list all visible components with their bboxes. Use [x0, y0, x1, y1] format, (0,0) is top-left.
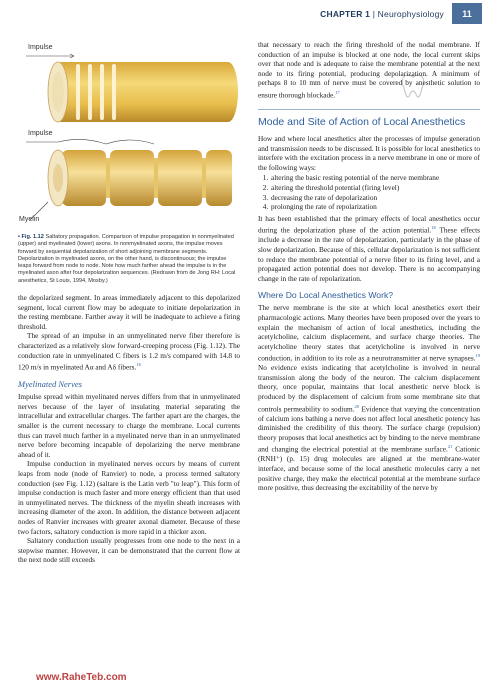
- paragraph: [258, 303, 480, 493]
- label-impulse-top: Impulse: [28, 44, 53, 51]
- caption-text: Saltatory propagation. Comparison of impulse propagation in nonmyelinated (upper) and myelinated (lower) axons. In nonmyelinated axons, the impulse moves forward by sequential depolarization of short adjoining membrane segments. Depolarization in myelinated axons, on the other hand, is discontinuous; the impulse leaps forward from node to node. Note how much farther ahead the impulse is in the myelinated axon after four depolarization sequences. (Redrawn from de Jong RH: Local anesthetics, St Louis, 1994, Mosby.): [18, 234, 236, 284]
- paragraph: [258, 40, 480, 100]
- chapter-title: Neurophysiology: [377, 9, 444, 19]
- paragraph: Impulse conduction in myelinated nerves occurs by means of current leaps from node (node of Ranvier) to node, a process termed saltatory conduction (see Fig. 1.12) (saltare is the Latin verb "to leap"). This form of impulse conduction is much faster and more energy efficient than that used in unmyelinated nerves. The thickness of the myelin sheath increases with increasing diameter of the axon. In addition, the distance between adjacent nodes of Ranvier increases with greater axonal diameter. Because of these two factors, saltatory conduction is more rapid in a thicker axon.: [18, 459, 240, 536]
- reference-number: 18: [431, 225, 436, 231]
- paragraph-text: No evidence exists indicating that acetylcholine is involved in neural transmission along the body of the neuron. The calcium displacement theory, once popular, maintains that local anesthetic nerve block is produced by the displacement of calcium from some membrane site that controls permeability to sodium.: [258, 363, 480, 414]
- paragraph: Impulse spread within myelinated nerves differs from that in unmyelinated nerves because of the layer of insulating material separating the intracellular and extracellular charges. The farther apart are the charges, the smaller is the current necessary to charge the membrane. Local currents thus can travel much farther in a myelinated nerve than in an unmyelinated nerve before becoming incapable of depolarizing the nerve membrane ahead of it.: [18, 392, 240, 459]
- myelinated-axon: [26, 139, 232, 220]
- subheading-myelinated-nerves: Myelinated Nerves: [18, 379, 82, 390]
- paragraph-text: that necessary to reach the firing threshold of the nodal membrane. If conduction of an impulse is blocked at one node, the local current skips over that node and is adequate to raise the membrane potential at the next node to its firing potential, producing depolarization. A minimum of perhaps 8 to 10 mm of nerve must be covered by anesthetic solution to ensure thorough blockade.: [258, 40, 480, 100]
- paragraph-text: Cationic (RNH⁺) (p. 15) drug molecules are aligned at the membrane-water interface, and because some of the local anesthetic molecules carry a net positive charge, they make the electrical potential at the membrane surface more positive, thus decreasing the excitability of the nerve by: [258, 444, 480, 493]
- reference-number: 16: [136, 362, 141, 368]
- paragraph: [258, 214, 480, 284]
- label-myelin: Myelin: [19, 216, 40, 223]
- right-column: [258, 40, 480, 493]
- watermark-text: www.RaheTeb.com: [36, 672, 127, 683]
- paragraph-text: The spread of an impulse in an unmyelinated nerve fiber therefore is characterized as a relatively slow forward-creeping process (Fig. 1.12). The conduction rate in unmyelinated C fibers is 1.2 m/s compared with 14.8 to 120 m/s in myelinated Aα and Aδ fibers.: [18, 331, 240, 372]
- list-item: 4. prolonging the rate of repolarization: [270, 202, 480, 212]
- figure-caption: [18, 234, 240, 285]
- reference-number: 20: [354, 403, 360, 409]
- paragraph-text: Evidence that varying the concentration of calcium ions bathing a nerve does not affect local anesthetic potency has diminished the credibility of this theory. The surface charge (repulsion) theory proposes that local anesthetics act by binding to the nerve membrane and changing the electrical potential at the membrane surface.: [258, 404, 480, 454]
- running-header: [0, 0, 500, 24]
- paragraph: Saltatory conduction usually progresses from one node to the next in a stepwise manner. However, it can be demonstrated that the current flow at the next node still exceeds: [18, 536, 240, 565]
- list-item: 2. altering the threshold potential (firing level): [270, 183, 480, 193]
- axon-illustration: [18, 40, 240, 230]
- paragraph-text: These effects include a decrease in the rate of depolarization, particularly in the phase of slow depolarization. Because of this, cellular depolarization is not sufficient to reduce the membrane potential of a nerve fiber to its firing level, and a propagated action potential does not develop. There is no accompanying change in the rate of repolarization.: [258, 225, 481, 283]
- caption-title: • Fig. 1.12: [18, 234, 44, 240]
- figure-saltatory-propagation: [18, 40, 240, 230]
- paragraph-text: It has been established that the primary effects of local anesthetics occur during the depolarization phase of the action potential.: [258, 213, 480, 235]
- unmyelinated-axon: [26, 54, 238, 122]
- reference-number: 19: [475, 353, 480, 359]
- left-column: [18, 40, 240, 565]
- paragraph: How and where local anesthetics alter the processes of impulse generation and transmission needs to be discussed. It is possible for local anesthetics to interfere with the excitation process in a nerve membrane in one or more of the following ways:: [258, 133, 480, 172]
- section-heading-mode-site: Mode and Site of Action of Local Anesthetics: [258, 109, 480, 129]
- paragraph: [18, 331, 240, 372]
- page-number: 11: [452, 3, 482, 24]
- mechanism-list: [258, 173, 480, 211]
- chapter-label: CHAPTER 1: [320, 9, 371, 19]
- list-item: 3. decreasing the rate of depolarization: [270, 193, 480, 203]
- chapter-separator: |: [372, 9, 378, 19]
- section-heading-where: Where Do Local Anesthetics Work?: [258, 290, 394, 301]
- myelin-segments: [62, 150, 232, 206]
- label-impulse-bottom: Impulse: [28, 130, 53, 137]
- chapter-heading: [320, 9, 444, 19]
- list-item: 1. altering the basic resting potential of the nerve membrane: [270, 173, 480, 183]
- paragraph: the depolarized segment. In areas immediately adjacent to this depolarized segment, local current flow may be adequate to initiate depolarization in the resting membrane. Farther away it will be inadequate to achieve a firing threshold.: [18, 293, 240, 331]
- paragraph-text: The nerve membrane is the site at which local anesthetics exert their pharmacologic actions. Many theories have been proposed over the years to explain the mechanism of action of local anesthetics, including the acetylcholine, calcium displacement, and surface charge theories. The acetylcholine theory states that acetylcholine is involved in nerve conduction, in addition to its role as a neurotransmitter at nerve synapses.: [258, 303, 480, 363]
- reference-number: 21: [447, 444, 453, 450]
- reference-number: 17: [335, 89, 340, 95]
